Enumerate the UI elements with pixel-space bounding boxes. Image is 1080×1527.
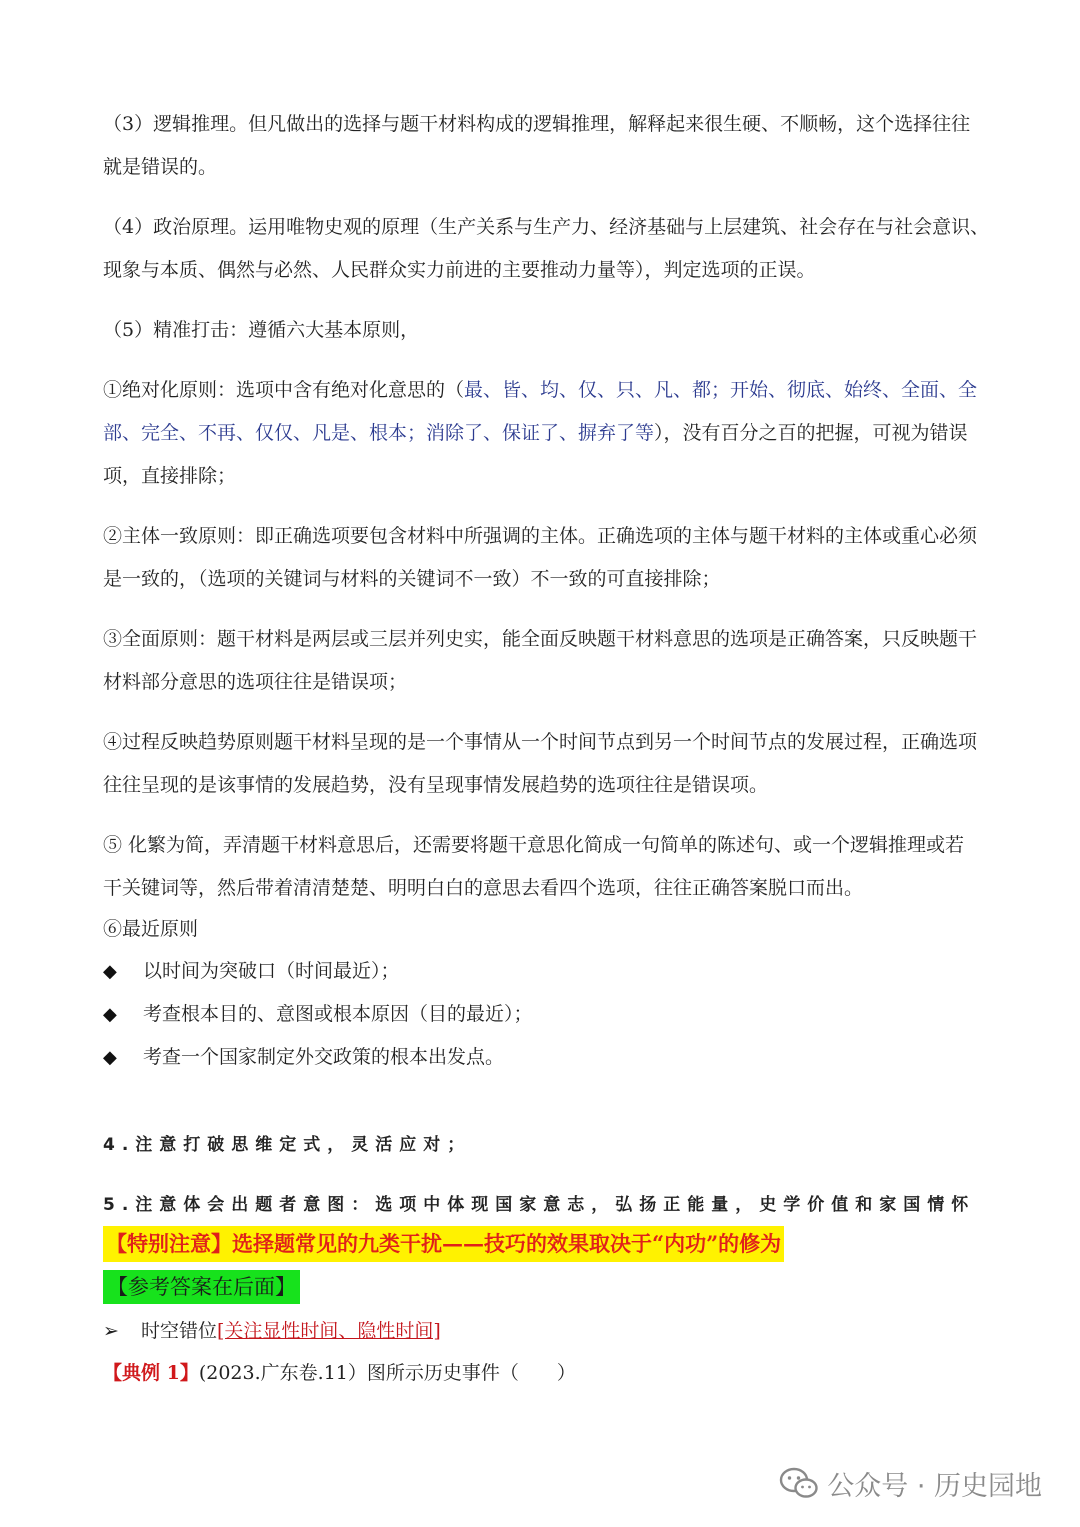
- paragraph-3-line-2: 就是错误的。: [103, 156, 218, 178]
- rule-1-prefix: ①绝对化原则：选项中含有绝对化意思的（: [103, 379, 465, 401]
- rule-3-line-1: ③全面原则：题干材料是两层或三层并列史实，能全面反映题干材料意思的选项是正确答案，只反映题干: [103, 628, 978, 650]
- arrow-item: [103, 1318, 441, 1344]
- bullet-item: [103, 958, 400, 985]
- rule-3-line-2: 材料部分意思的选项往往是错误项；: [103, 671, 408, 693]
- rule-1-line-2: [103, 420, 983, 446]
- heading-5: 5.注意体会出题者意图：选项中体现国家意志，弘扬正能量，史学价值和家国情怀: [103, 1195, 976, 1215]
- arrow-item-label: 时空错位: [141, 1320, 218, 1342]
- rule-5-line-2: 干关键词等，然后带着清清楚楚、明明白白的意思去看四个选项，往往正确答案脱口而出。: [103, 877, 864, 899]
- rule-4-line-1: ④过程反映趋势原则题干材料呈现的是一个事情从一个时间节点到另一个时间节点的发展过程，正确选项: [103, 731, 978, 753]
- absolute-words-1: 最、皆、均、仅、只、凡、都；开始、彻底、始终、全面、全: [464, 379, 978, 401]
- rule-4-line-2: 往往呈现的是该事情的发展趋势，没有呈现事情发展趋势的选项往往是错误项。: [103, 774, 769, 796]
- diamond-bullet-icon: ◆: [103, 961, 117, 982]
- rule-2-line-1: ②主体一致原则：即正确选项要包含材料中所强调的主体。正确选项的主体与题干材料的主体或重心必须: [103, 525, 978, 547]
- rule-1-line-1: [103, 377, 983, 403]
- arrow-bullet-icon: ➢: [103, 1320, 119, 1342]
- paragraph-5: （5）精准打击：遵循六大基本原则，: [103, 319, 420, 341]
- rule-1-suffix: ），没有百分之百的把握，可视为错误: [654, 422, 968, 444]
- answer-note-highlight: 【参考答案在后面】: [103, 1270, 300, 1304]
- arrow-item-note: [关注显性时间、隐性时间]: [217, 1320, 441, 1342]
- bullet-item: [103, 1044, 504, 1071]
- special-note-highlight: 【特别注意】选择题常见的九类干扰——技巧的效果取决于“内功”的修为: [103, 1226, 784, 1262]
- bullet-text: 以时间为突破口（时间最近）；: [143, 960, 400, 982]
- wechat-icon: [779, 1467, 819, 1499]
- watermark: [779, 1463, 1042, 1503]
- diamond-bullet-icon: ◆: [103, 1047, 117, 1068]
- example-line: [103, 1360, 576, 1386]
- rule-1-line-3: 项，直接排除；: [103, 465, 237, 487]
- rule-6-title: ⑥最近原则: [103, 918, 199, 940]
- rule-2-line-2: 是一致的，（选项的关键词与材料的关键词不一致）不一致的可直接排除；: [103, 568, 721, 590]
- example-text: (2023.广东卷.11）图所示历史事件（ ）: [198, 1362, 576, 1384]
- paragraph-3-line-1: （3）逻辑推理。但凡做出的选择与题干材料构成的逻辑推理，解释起来很生硬、不顺畅，这个选择往往: [103, 113, 971, 135]
- heading-4: 4.注意打破思维定式，灵活应对；: [103, 1135, 472, 1155]
- watermark-text: 公众号 · 历史园地: [827, 1470, 1042, 1502]
- paragraph-4-line-2: 现象与本质、偶然与必然、人民群众实力前进的主要推动力量等），判定选项的正误。: [103, 259, 816, 281]
- bullet-text: 考查一个国家制定外交政策的根本出发点。: [143, 1046, 505, 1068]
- diamond-bullet-icon: ◆: [103, 1004, 117, 1025]
- rule-5-line-1: ⑤ 化繁为简，弄清题干材料意思后，还需要将题干意思化简成一句简单的陈述句、或一个逻辑推理或若: [103, 834, 965, 856]
- absolute-words-2: 部、完全、不再、仅仅、凡是、根本；消除了、保证了、摒弃了等: [103, 422, 655, 444]
- example-tag: 【典例 1】: [103, 1362, 199, 1384]
- bullet-item: [103, 1001, 533, 1028]
- paragraph-4-line-1: （4）政治原理。运用唯物史观的原理（生产关系与生产力、经济基础与上层建筑、社会存在与社会意识、: [103, 216, 990, 238]
- bullet-text: 考查根本目的、意图或根本原因（目的最近）；: [143, 1003, 533, 1025]
